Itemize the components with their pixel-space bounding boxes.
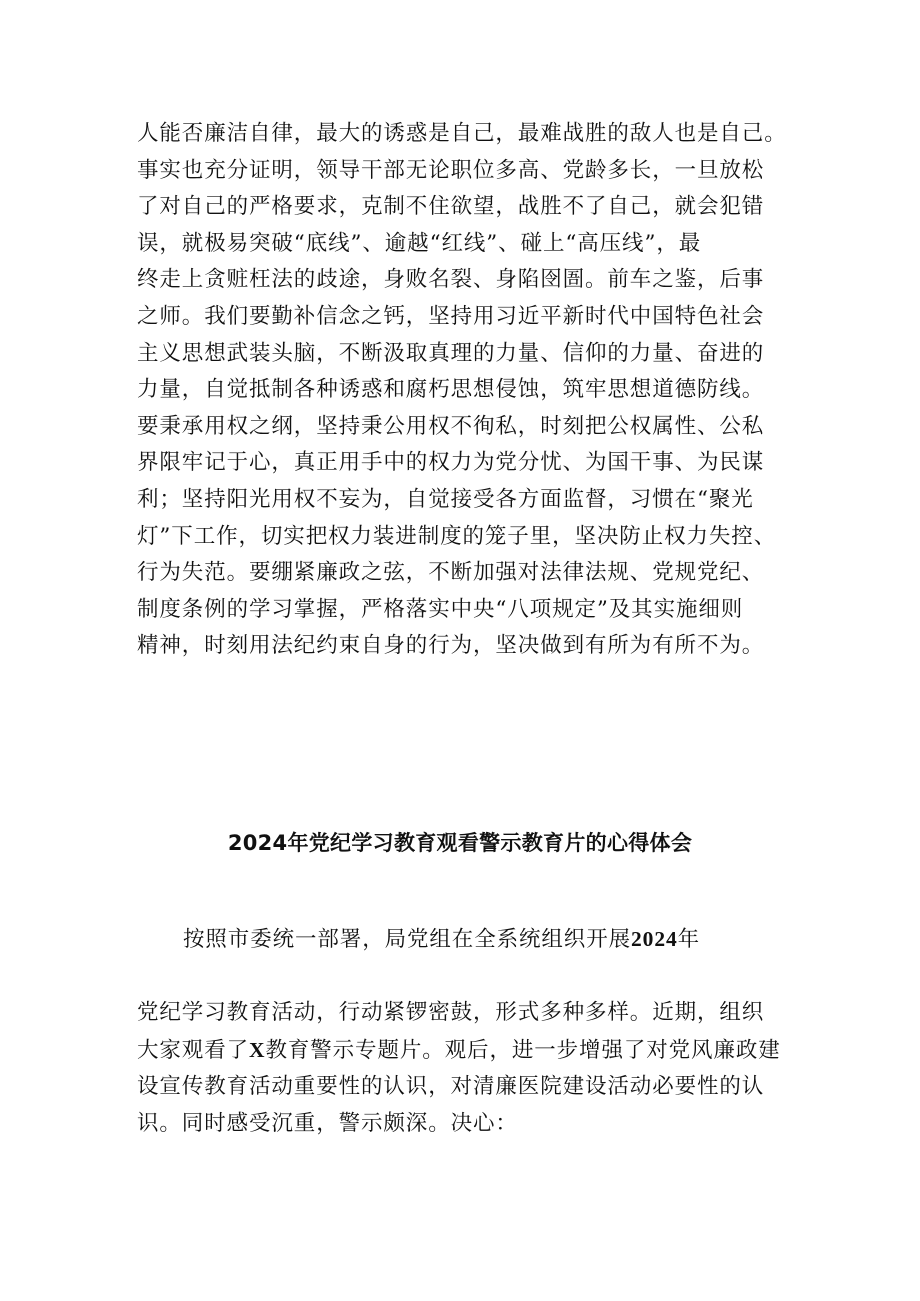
paragraph-line: 终走上贪赃枉法的歧途，身败名裂、身陷囹圄。前车之鉴，后事 [137, 267, 765, 293]
paragraph-line: 行为失范。要绷紧廉政之弦，不断加强对法律法规、党规党纪、 [137, 560, 765, 586]
paragraph-line: 之师。我们要勤补信念之钙，坚持用习近平新时代中国特色社会 [137, 303, 765, 329]
paragraph-line: 误，就极易突破“底线”、逾越“红线”、碰上“高压线”，最 [137, 230, 702, 256]
paragraph-line: 灯”下工作，切实把权力装进制度的笼子里，坚决防止权力失控、 [137, 523, 777, 549]
line3-post: 教育警示专题片。观后，进一步增强了对党风廉政建 [265, 1037, 781, 1063]
paragraph-line: 要秉承用权之纲，坚持秉公用权不徇私，时刻把公权属性、公私 [137, 413, 765, 439]
paragraph-2-first-line [183, 924, 700, 955]
paragraph-line: 界限牢记于心，真正用手中的权力为党分忧、为国干事、为民谋 [137, 450, 765, 476]
paragraph-line: 力量，自觉抵制各种诱惑和腐朽思想侵蚀，筑牢思想道德防线。 [137, 377, 765, 403]
paragraph-line: 设宣传教育活动重要性的认识，对清廉医院建设活动必要性的认 [137, 1074, 765, 1100]
first-line-text: 按照市委统一部署，局党组在全系统组织开展 [183, 927, 632, 952]
paragraph-line: 人能否廉洁自律，最大的诱惑是自己，最难战胜的敌人也是自己。 [137, 121, 787, 146]
paragraph-line: 利；坚持阳光用权不妄为，自觉接受各方面监督，习惯在“聚光 [137, 486, 754, 512]
first-line-tail: 年 [677, 927, 701, 952]
paragraph-line: 识。同时感受沉重，警示颇深。决心： [137, 1110, 518, 1136]
paragraph-line: 主义思想武装头脑，不断汲取真理的力量、信仰的力量、奋进的 [137, 340, 765, 366]
first-line-year: 2024 [631, 927, 678, 951]
paragraph-line: 事实也充分证明，领导干部无论职位多高、党龄多长，一旦放松 [137, 157, 765, 183]
paragraph-line [137, 1032, 797, 1070]
paragraph-line: 精神，时刻用法纪约束自身的行为，坚决做到有所为有所不为。 [137, 633, 765, 659]
paragraph-line: 制度条例的学习掌握，严格落实中央“八项规定”及其实施细则 [137, 596, 744, 622]
body-paragraph-2 [137, 995, 797, 1142]
line3-bold-x: X [249, 1037, 266, 1062]
body-paragraph-1 [137, 116, 797, 665]
paragraph-line: 了对自己的严格要求，克制不住欲望，战胜不了自己，就会犯错 [137, 194, 765, 220]
paragraph-line: 党纪学习教育活动，行动紧锣密鼓，形式多种多样。近期，组织 [137, 1000, 765, 1025]
section-title: 2024年党纪学习教育观看警示教育片的心得体会 [227, 831, 693, 855]
line3-pre: 大家观看了 [137, 1037, 250, 1063]
